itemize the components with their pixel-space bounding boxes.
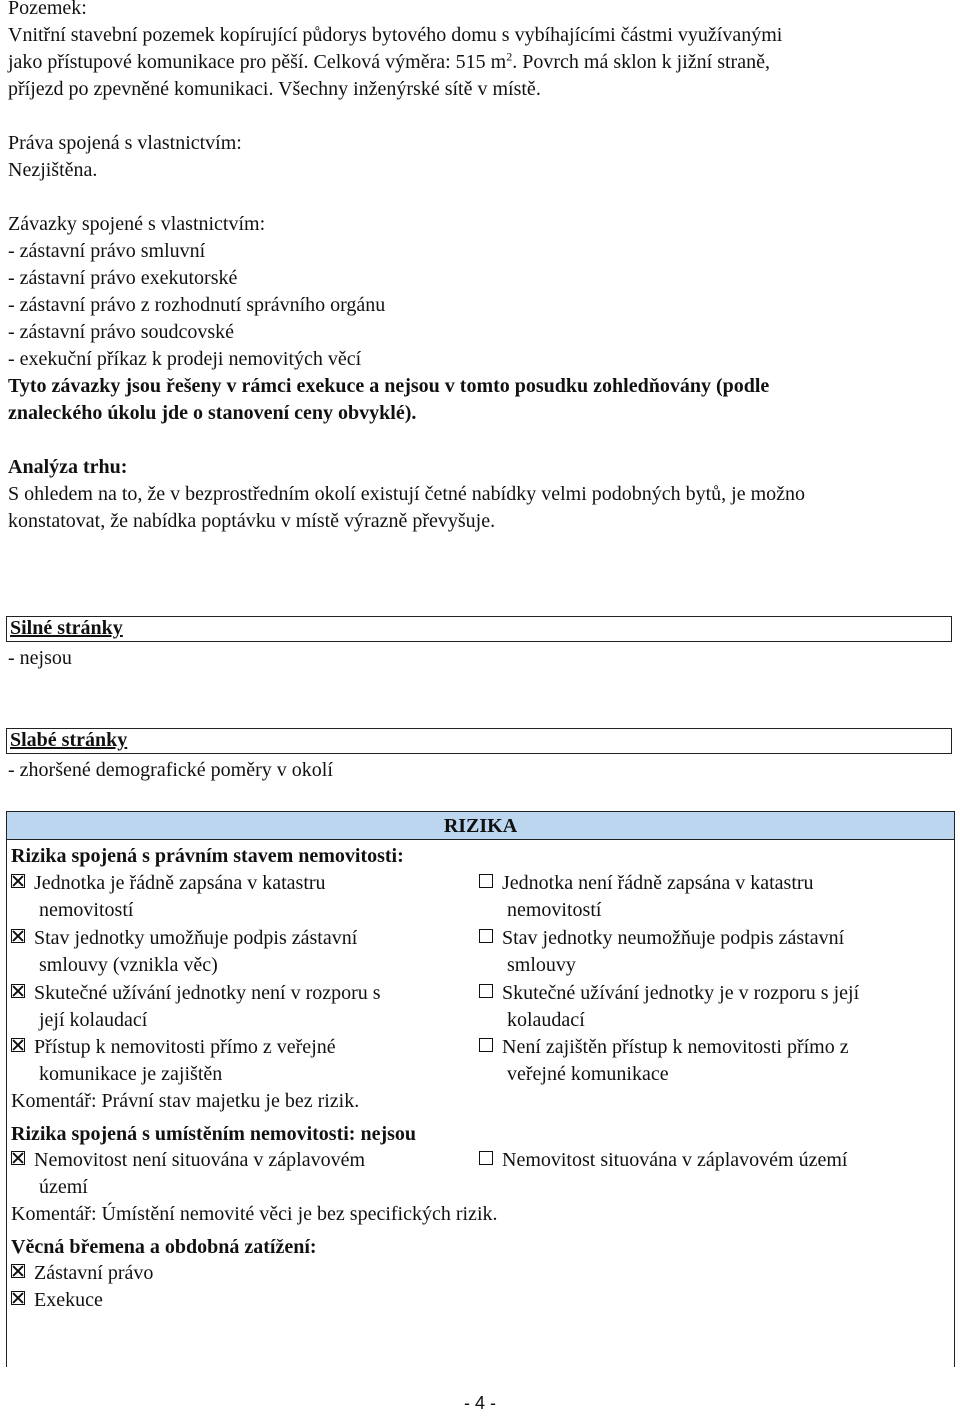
bremena-item[interactable]: Exekuce [11,1287,103,1314]
umisteni-rizika-heading: Rizika spojená s umístěním nemovitosti: nejsou [11,1123,417,1145]
pozemek-text-line3: příjezd po zpevněné komunikaci. Všechny inženýrské sítě v místě. [8,78,541,100]
risk-option-right[interactable]: Jednotka není řádně zapsána v katastru nemovitostí [479,870,949,924]
unchecked-checkbox-icon[interactable] [479,929,493,943]
checked-checkbox-icon[interactable] [11,874,25,888]
silne-stranky-header [6,616,952,642]
silne-stranky-value: - nejsou [8,647,72,669]
risk-option-left[interactable]: Přístup k nemovitosti přímo z veřejné komunikace je zajištěn [11,1034,461,1088]
analyza-text-line2: konstatovat, že nabídka poptávku v místě výrazně převyšuje. [8,510,496,532]
risk-option-right[interactable]: Není zajištěn přístup k nemovitosti přímo z veřejné komunikace [479,1034,949,1088]
prava-heading: Práva spojená s vlastnictvím: [8,132,242,154]
unchecked-checkbox-icon[interactable] [479,984,493,998]
bremena-item[interactable]: Zástavní právo [11,1260,153,1287]
analyza-section [8,454,952,535]
page-number: - 4 - [463,1393,496,1413]
risk-option-left[interactable]: Nemovitost není situována v záplavovém území [11,1147,461,1201]
zavazky-item: - zástavní právo soudcovské [8,321,235,343]
slabe-stranky-value: - zhoršené demografické poměry v okolí [8,759,333,781]
risk-option-right[interactable]: Skutečné užívání jednotky je v rozporu s její kolaudací [479,980,949,1034]
zavazky-note-line2: znaleckého úkolu jde o stanovení ceny obvyklé). [8,402,417,424]
pravni-rizika-comment: Komentář: Právní stav majetku je bez rizik. [11,1090,360,1112]
pozemek-text-line2: jako přístupové komunikace pro pěší. Celková výměra: 515 $m^2$. Povrch má sklon k jižní straně, [8,49,770,73]
risk-option-left[interactable]: Skutečné užívání jednotky není v rozporu s její kolaudací [11,980,461,1034]
checked-checkbox-icon[interactable] [11,1264,25,1278]
risk-option-right[interactable]: Nemovitost situována v záplavovém území [479,1147,949,1174]
pravni-rizika-heading: Rizika spojená s právním stavem nemovitosti: [11,845,404,867]
zavazky-note-line1: Tyto závazky jsou řešeny v rámci exekuce a nejsou v tomto posudku zohledňovány (podle [8,375,770,397]
checked-checkbox-icon[interactable] [11,984,25,998]
pozemek-text-line1: Vnitřní stavební pozemek kopírující půdorys bytového domu s vybíhajícími částmi využívanými [8,24,783,46]
rizika-banner [6,811,955,840]
analyza-text-line1: S ohledem na to, že v bezprostředním okolí existují četné nabídky velmi podobných bytů, je možno [8,483,806,505]
prava-section [8,130,952,184]
risk-option-right[interactable]: Stav jednotky neumožňuje podpis zástavní smlouvy [479,925,949,979]
checked-checkbox-icon[interactable] [11,1151,25,1165]
prava-value: Nezjištěna. [8,159,98,181]
pozemek-heading: Pozemek: [8,0,87,19]
checked-checkbox-icon[interactable] [11,1038,25,1052]
pozemek-section [8,0,952,103]
zavazky-item: - zástavní právo exekutorské [8,267,238,289]
analyza-heading: Analýza trhu: [8,456,128,478]
zavazky-heading: Závazky spojené s vlastnictvím: [8,213,266,235]
unchecked-checkbox-icon[interactable] [479,1038,493,1052]
umisteni-rizika-comment: Komentář: Úmístění nemovité věci je bez specifických rizik. [11,1203,498,1225]
slabe-stranky-header [6,728,952,754]
silne-stranky-heading: Silné stránky [10,617,123,639]
unchecked-checkbox-icon[interactable] [479,1151,493,1165]
unchecked-checkbox-icon[interactable] [479,874,493,888]
area-unit-exponent: 2 [506,49,513,64]
risk-option-left[interactable]: Jednotka je řádně zapsána v katastru nemovitostí [11,870,461,924]
zavazky-item: - zástavní právo smluvní [8,240,206,262]
slabe-stranky-heading: Slabé stránky [10,729,128,751]
checked-checkbox-icon[interactable] [11,929,25,943]
zavazky-section [8,211,952,427]
bremena-heading: Věcná břemena a obdobná zatížení: [11,1236,317,1258]
risk-option-left[interactable]: Stav jednotky umožňuje podpis zástavní smlouvy (vznikla věc) [11,925,461,979]
checked-checkbox-icon[interactable] [11,1291,25,1305]
rizika-title: RIZIKA [443,815,518,837]
zavazky-item: - zástavní právo z rozhodnutí správního orgánu [8,294,386,316]
zavazky-item: - exekuční příkaz k prodeji nemovitých věcí [8,348,362,370]
